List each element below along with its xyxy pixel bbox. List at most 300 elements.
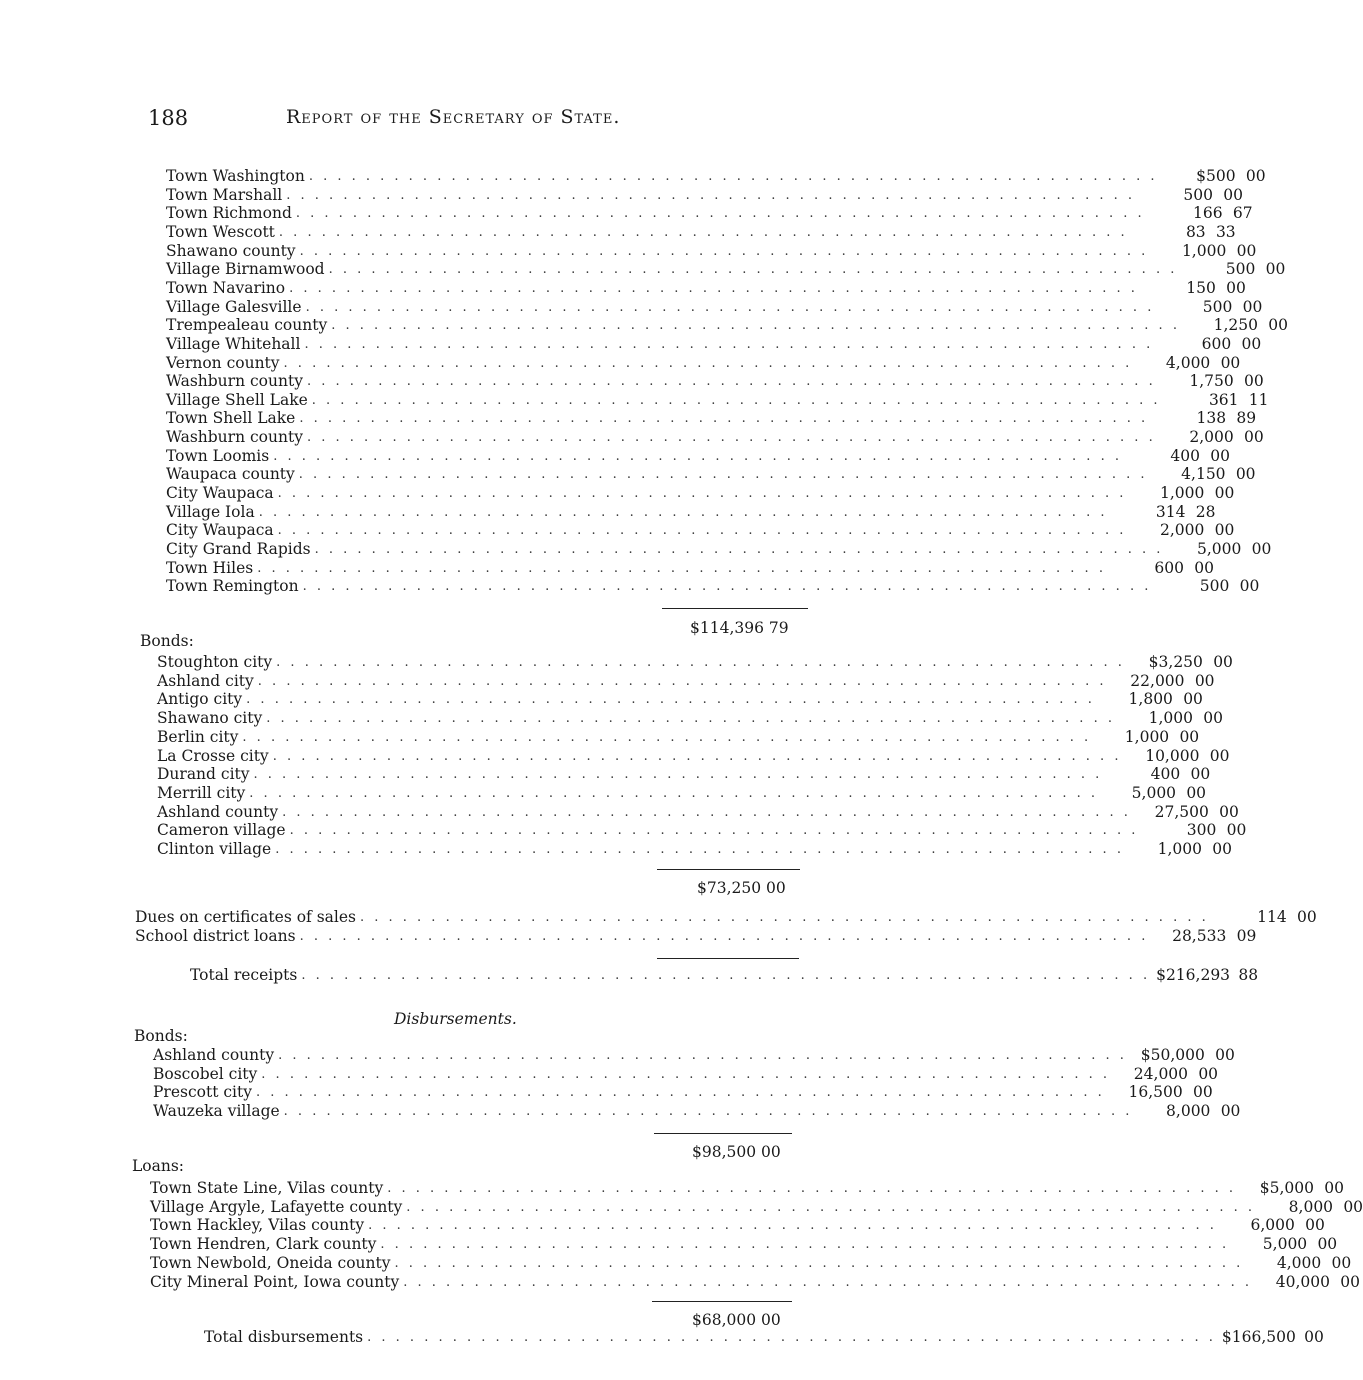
amount-dollars: 28,533 [1172,927,1227,945]
amount-cents: 00 [1235,465,1256,484]
receipt-row [166,502,1216,522]
leader-dots: . . . . . . . . . . . . . . . . . . . . . . . . . . . . . . . . . . . . . . . . . . . . . . . . . . . . . . . . . . . . [380,1237,1230,1253]
amount-dollars: 4,000 [1276,1253,1322,1272]
entry-label: Village Whitehall [166,334,301,353]
entry-amount [1163,540,1271,559]
amount-dollars: 500 [1202,297,1233,316]
entry-amount [1148,409,1256,428]
entry-amount [1154,298,1262,317]
leader-dots: . . . . . . . . . . . . . . . . . . . . . . . . . . . . . . . . . . . . . . . . . . . . . . . . . . . . . . . . . . . . [242,729,1092,745]
other-row [135,908,1317,927]
entry-label: Wauzeka village [153,1102,280,1121]
leader-dots: . . . . . . . . . . . . . . . . . . . . . . . . . . . . . . . . . . . . . . . . . . . . . . . . . . . . . . . . . . . . [283,1104,1133,1120]
entry-amount [1217,1216,1325,1235]
leader-dots: . . . . . . . . . . . . . . . . . . . . . . . . . . . . . . . . . . . . . . . . . . . . . . . . . . . . . . . . . . . . [266,711,1115,727]
amount-dollars: 5,000 [1262,1235,1308,1254]
leader-dots: . . . . . . . . . . . . . . . . . . . . . . . . . . . . . . . . . . . . . . . . . . . . . . . . . . . . . . . . . . . . [299,929,1149,944]
leader-dots: . . . . . . . . . . . . . . . . . . . . . . . . . . . . . . . . . . . . . . . . . . . . . . . . . . . . . . . . . . . . [277,523,1127,539]
amount-dollars: 600 [1201,334,1232,353]
disb-bond-row [153,1102,1241,1121]
entry-amount [1098,784,1206,803]
amount-cents: 00 [1223,185,1244,204]
disb-bond-row [153,1083,1213,1102]
leader-dots: . . . . . . . . . . . . . . . . . . . . . . . . . . . . . . . . . . . . . . . . . . . . . . . . . . . . . . . . . . . . [273,448,1122,464]
amount-dollars: 314 [1155,502,1186,521]
total-receipts-row [190,966,1259,985]
entry-amount [1161,391,1269,410]
amount-dollars: 400 [1170,446,1200,465]
leader-dots: . . . . . . . . . . . . . . . . . . . . . . . . . . . . . . . . . . . . . . . . . . . . . . . . . . . . . . . . . . . . [306,430,1156,446]
entry-label: Town Richmond [166,204,292,223]
amount-dollars: 4,000 [1165,353,1211,372]
amount-dollars: 5,000 [1131,783,1177,802]
entry-label: Town Shell Lake [166,409,296,428]
leader-dots: . . . . . . . . . . . . . . . . . . . . . . . . . . . . . . . . . . . . . . . . . . . . . . . . . . . . . . . . . . . . [304,336,1154,352]
amount-cents: 00 [1242,297,1263,316]
total-rule [654,1133,792,1134]
loan-row [150,1235,1338,1254]
page-header [148,106,708,138]
amount-dollars: $166,500 [1221,1328,1296,1346]
disb-bonds-subtotal: $98,500 00 [692,1143,781,1161]
entry-amount [1095,690,1203,709]
amount-cents: 00 [1340,1272,1361,1291]
bond-row [157,802,1239,822]
leader-dots: . . . . . . . . . . . . . . . . . . . . . . . . . . . . . . . . . . . . . . . . . . . . . . . . . . . . . . . . . . . . [367,1330,1216,1345]
entry-amount [1124,840,1232,859]
amount-cents: 00 [1194,558,1214,577]
amount-cents: 89 [1236,409,1257,428]
entry-label: Durand city [157,765,250,784]
bond-row [157,727,1200,747]
entry-amount [1132,1102,1240,1121]
amount-dollars: 1,750 [1189,372,1234,391]
amount-cents: 00 [1220,1102,1241,1121]
entry-label: Town Loomis [166,446,270,465]
entry-amount [1252,1273,1360,1292]
total-rule [652,1301,792,1302]
amount-cents: 00 [1213,653,1233,671]
bond-row [157,783,1207,803]
amount-cents: 00 [1212,840,1232,858]
amount-dollars: $3,250 [1148,653,1203,671]
leader-dots: . . . . . . . . . . . . . . . . . . . . . . . . . . . . . . . . . . . . . . . . . . . . . . . . . . . . . . . . . . . . [253,767,1103,783]
amount-cents: 00 [1209,746,1230,765]
receipt-row [166,222,1236,242]
entry-label: Cameron village [157,821,286,840]
amount-dollars: 166 [1193,204,1223,223]
entry-amount [1126,484,1234,503]
amount-dollars: 8,000 [1288,1197,1334,1216]
entry-label: Town Remington [166,577,299,596]
receipt-row [166,278,1246,298]
total-rule [657,869,800,870]
entry-amount [1236,1179,1344,1198]
entry-amount [1148,927,1256,946]
leader-dots: . . . . . . . . . . . . . . . . . . . . . . . . . . . . . . . . . . . . . . . . . . . . . . . . . . . . . . . . . . . . [302,579,1152,595]
entry-amount [1132,354,1240,373]
amount-dollars: 114 [1257,908,1287,926]
entry-amount [1151,577,1259,596]
leader-dots: . . . . . . . . . . . . . . . . . . . . . . . . . . . . . . . . . . . . . . . . . . . . . . . . . . . . . . . . . . . . [257,673,1107,689]
entry-label: City Waupaca [166,521,274,540]
entry-label: Vernon county [166,353,280,372]
amount-dollars: 2,000 [1160,521,1205,540]
amount-cents: 00 [1243,372,1264,391]
entry-amount [1209,908,1317,927]
entry-amount [1255,1198,1363,1217]
leader-dots: . . . . . . . . . . . . . . . . . . . . . . . . . . . . . . . . . . . . . . . . . . . . . . . . . . . . . . . . . . . . [301,968,1151,983]
amount-cents: 00 [1304,1328,1324,1346]
receipt-row [166,204,1253,223]
leader-dots: . . . . . . . . . . . . . . . . . . . . . . . . . . . . . . . . . . . . . . . . . . . . . . . . . . . . . . . . . . . . [328,262,1178,278]
amount-dollars: 22,000 [1130,671,1185,690]
leader-dots: . . . . . . . . . . . . . . . . . . . . . . . . . . . . . . . . . . . . . . . . . . . . . . . . . . . . . . . . . . . . [299,243,1149,259]
receipt-row [166,167,1266,186]
leader-dots: . . . . . . . . . . . . . . . . . . . . . . . . . . . . . . . . . . . . . . . . . . . . . . . . . . . . . . . . . . . . [256,1085,1105,1101]
amount-dollars: 40,000 [1275,1272,1331,1291]
entry-amount [1107,503,1215,522]
leader-dots: . . . . . . . . . . . . . . . . . . . . . . . . . . . . . . . . . . . . . . . . . . . . . . . . . . . . . . . . . . . . [276,655,1125,670]
entry-amount [1128,223,1236,242]
page-number: 188 [148,106,189,130]
entry-label: Dues on certificates of sales [135,908,356,926]
amount-cents: 28 [1195,502,1216,521]
leader-dots: . . . . . . . . . . . . . . . . . . . . . . . . . . . . . . . . . . . . . . . . . . . . . . . . . . . . . . . . . . . . [289,823,1139,839]
receipt-row [166,558,1214,578]
leader-dots: . . . . . . . . . . . . . . . . . . . . . . . . . . . . . . . . . . . . . . . . . . . . . . . . . . . . . . . . . . . . [295,206,1145,222]
amount-dollars: 16,500 [1128,1083,1183,1102]
leader-dots: . . . . . . . . . . . . . . . . . . . . . . . . . . . . . . . . . . . . . . . . . . . . . . . . . . . . . . . . . . . . [275,842,1124,857]
receipt-row [166,316,1288,335]
entry-label: Ashland county [157,802,279,821]
receipt-row [166,409,1257,428]
receipt-row [166,353,1241,373]
entry-amount [1127,1046,1235,1065]
amount-cents: 00 [1305,1216,1325,1235]
leader-dots: . . . . . . . . . . . . . . . . . . . . . . . . . . . . . . . . . . . . . . . . . . . . . . . . . . . . . . . . . . . . [311,392,1161,408]
receipt-row [166,521,1235,540]
leader-dots: . . . . . . . . . . . . . . . . . . . . . . . . . . . . . . . . . . . . . . . . . . . . . . . . . . . . . . . . . . . . [368,1218,1217,1234]
loan-row [150,1179,1344,1198]
amount-cents: 00 [1324,1179,1344,1197]
amount-dollars: 1,800 [1128,690,1173,709]
entry-label: Boscobel city [153,1064,258,1083]
entry-label: Town Hiles [166,558,254,577]
amount-cents: 00 [1241,334,1262,353]
bond-row [157,840,1232,859]
amount-cents: 00 [1203,709,1223,728]
amount-dollars: 600 [1154,558,1184,577]
receipt-row [166,185,1244,205]
bond-row [157,821,1247,840]
amount-cents: 00 [1193,1083,1213,1102]
entry-amount [1138,821,1246,840]
amount-cents: 67 [1232,204,1253,223]
entry-label: City Waupaca [166,484,274,503]
leader-dots: . . . . . . . . . . . . . . . . . . . . . . . . . . . . . . . . . . . . . . . . . . . . . . . . . . . . . . . . . . . . [308,169,1158,184]
amount-dollars: 1,000 [1181,241,1227,260]
entry-amount [1243,1254,1351,1273]
amount-dollars: 150 [1186,278,1216,297]
amount-dollars: 6,000 [1250,1216,1295,1235]
total-rule [657,958,799,959]
amount-dollars: 10,000 [1145,746,1200,765]
amount-cents: 00 [1331,1253,1352,1272]
amount-dollars: 138 [1196,409,1227,428]
amount-dollars: 1,000 [1148,709,1193,728]
loan-row [150,1216,1325,1235]
entry-label: Total disbursements [204,1328,364,1346]
loan-row [150,1197,1363,1217]
leader-dots: . . . . . . . . . . . . . . . . . . . . . . . . . . . . . . . . . . . . . . . . . . . . . . . . . . . . . . . . . . . . [289,280,1138,296]
leader-dots: . . . . . . . . . . . . . . . . . . . . . . . . . . . . . . . . . . . . . . . . . . . . . . . . . . . . . . . . . . . . [282,804,1131,820]
disbursements-heading: Disbursements. [394,1010,517,1028]
amount-cents: 00 [1214,521,1235,540]
entry-amount [1177,260,1285,279]
entry-amount [1121,747,1229,766]
amount-cents: 00 [1243,428,1264,447]
receipts-subtotal: $114,396 79 [690,619,789,637]
amount-cents: 00 [1219,802,1239,821]
entry-label: Village Galesville [166,297,302,316]
leader-dots: . . . . . . . . . . . . . . . . . . . . . . . . . . . . . . . . . . . . . . . . . . . . . . . . . . . . . . . . . . . . [394,1255,1244,1271]
leader-dots: . . . . . . . . . . . . . . . . . . . . . . . . . . . . . . . . . . . . . . . . . . . . . . . . . . . . . . . . . . . . [258,504,1108,520]
entry-amount [1229,1235,1337,1254]
leader-dots: . . . . . . . . . . . . . . . . . . . . . . . . . . . . . . . . . . . . . . . . . . . . . . . . . . . . . . . . . . . . [359,910,1209,925]
amount-dollars: 300 [1186,821,1217,840]
receipt-row [166,260,1286,279]
bonds-subtotal: $73,250 00 [697,879,786,897]
bond-row [157,746,1230,766]
amount-dollars: 500 [1225,260,1256,279]
amount-cents: 00 [1239,577,1260,596]
entry-label: Washburn county [166,372,303,391]
entry-amount [1156,372,1264,391]
leader-dots: . . . . . . . . . . . . . . . . . . . . . . . . . . . . . . . . . . . . . . . . . . . . . . . . . . . . . . . . . . . . [306,374,1156,390]
disb-bond-row [153,1046,1235,1065]
leader-dots: . . . . . . . . . . . . . . . . . . . . . . . . . . . . . . . . . . . . . . . . . . . . . . . . . . . . . . . . . . . . [272,748,1122,764]
entry-amount [1115,709,1223,728]
disb-bond-row [153,1064,1219,1084]
leader-dots: . . . . . . . . . . . . . . . . . . . . . . . . . . . . . . . . . . . . . . . . . . . . . . . . . . . . . . . . . . . . [278,1048,1127,1063]
leader-dots: . . . . . . . . . . . . . . . . . . . . . . . . . . . . . . . . . . . . . . . . . . . . . . . . . . . . . . . . . . . . [314,542,1164,557]
entry-label: Town Marshall [166,185,283,204]
entry-label: Total receipts [190,966,298,984]
entry-amount [1091,728,1199,747]
entry-label: Town Hackley, Vilas county [150,1216,365,1235]
entry-amount [1145,204,1253,223]
entry-label: Merrill city [157,783,246,802]
entry-amount [1153,335,1261,354]
entry-label: Village Argyle, Lafayette county [150,1197,403,1216]
leader-dots: . . . . . . . . . . . . . . . . . . . . . . . . . . . . . . . . . . . . . . . . . . . . . . . . . . . . . . . . . . . . [403,1274,1253,1290]
amount-cents: 00 [1245,167,1266,185]
disb-bonds-heading: Bonds: [134,1027,188,1045]
entry-label: Stoughton city [157,653,273,671]
amount-dollars: $50,000 [1140,1046,1205,1064]
entry-amount [1216,1328,1324,1347]
entry-label: Town Hendren, Clark county [150,1235,377,1254]
entry-amount [1107,672,1215,691]
leader-dots: . . . . . . . . . . . . . . . . . . . . . . . . . . . . . . . . . . . . . . . . . . . . . . . . . . . . . . . . . . . . [298,467,1148,483]
amount-cents: 00 [1343,1197,1363,1216]
amount-cents: 09 [1236,927,1257,945]
entry-amount [1106,559,1214,578]
amount-cents: 00 [1179,727,1200,746]
entry-amount [1110,1065,1218,1084]
amount-dollars: $216,293 [1156,966,1231,984]
leader-dots: . . . . . . . . . . . . . . . . . . . . . . . . . . . . . . . . . . . . . . . . . . . . . . . . . . . . . . . . . . . . [286,187,1136,203]
amount-dollars: 8,000 [1166,1102,1211,1121]
entry-amount [1102,765,1210,784]
amount-dollars: 27,500 [1154,802,1209,821]
loan-row [150,1272,1361,1292]
amount-dollars: 1,250 [1213,316,1258,335]
total-rule [662,608,808,609]
entry-amount [1180,316,1288,335]
entry-label: Waupaca county [166,465,295,484]
entry-label: Ashland county [153,1046,275,1064]
entry-label: Town Wescott [166,222,275,241]
entry-label: Prescott city [153,1083,252,1102]
entry-label: Berlin city [157,727,239,746]
entry-amount [1148,465,1256,484]
entry-label: Town Navarino [166,278,286,297]
amount-cents: 88 [1238,966,1259,984]
receipt-row [166,334,1262,354]
entry-amount [1125,653,1233,672]
leader-dots: . . . . . . . . . . . . . . . . . . . . . . . . . . . . . . . . . . . . . . . . . . . . . . . . . . . . . . . . . . . . [331,318,1180,334]
amount-dollars: 83 [1185,222,1206,241]
amount-dollars: 4,150 [1181,465,1226,484]
amount-cents: 00 [1226,821,1247,840]
amount-cents: 00 [1297,908,1317,926]
receipt-row [166,540,1272,559]
amount-dollars: 361 [1208,390,1239,409]
amount-dollars: 500 [1199,577,1230,596]
amount-dollars: 1,000 [1160,484,1205,503]
loans-subtotal: $68,000 00 [692,1311,781,1329]
entry-label: La Crosse city [157,746,269,765]
receipt-row [166,390,1269,410]
entry-amount [1105,1083,1213,1102]
amount-cents: 00 [1215,1046,1235,1064]
entry-label: School district loans [135,927,296,945]
amount-cents: 00 [1317,1235,1338,1254]
amount-dollars: 1,000 [1157,840,1202,858]
entry-amount [1150,966,1258,985]
entry-label: Antigo city [157,690,243,709]
amount-cents: 00 [1214,484,1235,503]
amount-dollars: 2,000 [1189,428,1234,447]
bond-row [157,671,1215,691]
entry-amount [1158,167,1266,186]
receipt-row [166,372,1264,391]
amount-cents: 00 [1226,278,1246,297]
amount-cents: 11 [1248,390,1269,409]
loan-row [150,1253,1352,1273]
amount-cents: 00 [1186,783,1207,802]
leader-dots: . . . . . . . . . . . . . . . . . . . . . . . . . . . . . . . . . . . . . . . . . . . . . . . . . . . . . . . . . . . . [257,560,1106,576]
leader-dots: . . . . . . . . . . . . . . . . . . . . . . . . . . . . . . . . . . . . . . . . . . . . . . . . . . . . . . . . . . . . [261,1066,1111,1082]
leader-dots: . . . . . . . . . . . . . . . . . . . . . . . . . . . . . . . . . . . . . . . . . . . . . . . . . . . . . . . . . . . . [299,411,1149,427]
amount-cents: 00 [1198,1064,1219,1083]
receipt-row [166,484,1235,503]
entry-label: City Mineral Point, Iowa county [150,1272,400,1291]
amount-cents: 00 [1268,316,1288,335]
loans-heading: Loans: [132,1157,185,1175]
entry-label: Shawano county [166,241,296,260]
receipt-row [166,465,1256,484]
entry-label: Town Washington [166,167,305,185]
leader-dots: . . . . . . . . . . . . . . . . . . . . . . . . . . . . . . . . . . . . . . . . . . . . . . . . . . . . . . . . . . . . [277,486,1127,502]
leader-dots: . . . . . . . . . . . . . . . . . . . . . . . . . . . . . . . . . . . . . . . . . . . . . . . . . . . . . . . . . . . . [278,224,1128,240]
entry-label: Town State Line, Vilas county [150,1179,384,1197]
receipt-row [166,446,1230,466]
running-title: Report of the Secretary of State. [286,106,621,128]
entry-amount [1148,242,1256,261]
entry-amount [1135,186,1243,205]
amount-cents: 00 [1220,353,1241,372]
amount-dollars: $500 [1196,167,1236,185]
receipt-row [166,577,1260,596]
amount-cents: 00 [1183,690,1203,709]
leader-dots: . . . . . . . . . . . . . . . . . . . . . . . . . . . . . . . . . . . . . . . . . . . . . . . . . . . . . . . . . . . . [283,355,1133,371]
amount-cents: 00 [1210,446,1230,465]
bond-row [157,765,1211,784]
entry-label: Ashland city [157,671,254,690]
entry-label: Clinton village [157,840,272,858]
other-row [135,927,1257,946]
entry-label: City Grand Rapids [166,540,311,558]
bond-row [157,709,1223,728]
entry-amount [1122,447,1230,466]
amount-cents: 33 [1215,222,1236,241]
entry-label: Village Birnamwood [166,260,325,279]
bond-row [157,690,1203,709]
total-disbursements-row [204,1328,1324,1347]
leader-dots: . . . . . . . . . . . . . . . . . . . . . . . . . . . . . . . . . . . . . . . . . . . . . . . . . . . . . . . . . . . . [406,1199,1256,1215]
amount-cents: 00 [1194,671,1215,690]
entry-label: Village Shell Lake [166,390,308,409]
receipt-row [166,241,1257,261]
amount-cents: 00 [1190,765,1211,784]
entry-label: Village Iola [166,502,255,521]
leader-dots: . . . . . . . . . . . . . . . . . . . . . . . . . . . . . . . . . . . . . . . . . . . . . . . . . . . . . . . . . . . . [249,785,1099,801]
amount-cents: 00 [1251,540,1272,558]
entry-label: Shawano city [157,709,263,728]
amount-dollars: 500 [1183,185,1214,204]
leader-dots: . . . . . . . . . . . . . . . . . . . . . . . . . . . . . . . . . . . . . . . . . . . . . . . . . . . . . . . . . . . . [246,692,1095,708]
amount-cents: 00 [1265,260,1286,279]
entry-amount [1156,428,1264,447]
entry-label: Washburn county [166,428,303,447]
bond-row [157,653,1233,672]
amount-dollars: 5,000 [1197,540,1242,558]
receipt-row [166,297,1263,317]
entry-amount [1138,279,1246,298]
leader-dots: . . . . . . . . . . . . . . . . . . . . . . . . . . . . . . . . . . . . . . . . . . . . . . . . . . . . . . . . . . . . [305,299,1155,315]
amount-cents: 00 [1236,241,1257,260]
leader-dots: . . . . . . . . . . . . . . . . . . . . . . . . . . . . . . . . . . . . . . . . . . . . . . . . . . . . . . . . . . . . [387,1181,1236,1196]
entry-amount [1126,521,1234,540]
receipt-row [166,428,1264,447]
entry-label: Town Newbold, Oneida county [150,1253,391,1272]
amount-dollars: $5,000 [1259,1179,1314,1197]
amount-dollars: 400 [1150,765,1181,784]
entry-amount [1131,803,1239,822]
